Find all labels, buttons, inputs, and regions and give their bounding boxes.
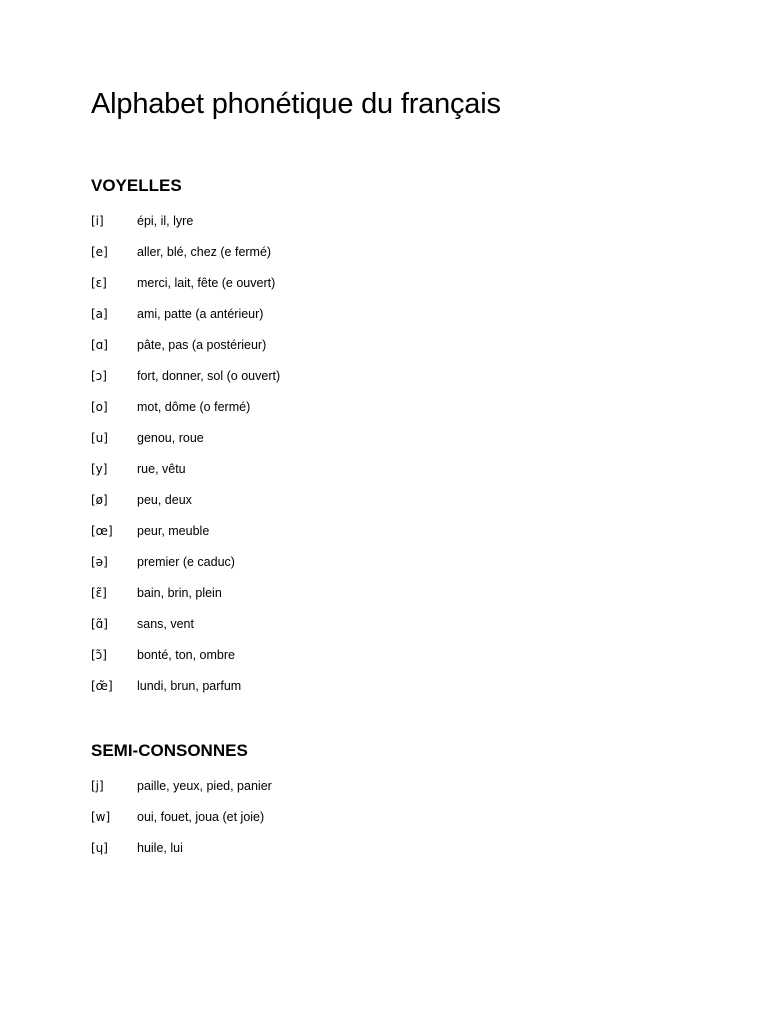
list-item	[91, 616, 691, 647]
list-item	[91, 778, 691, 809]
list-item	[91, 523, 691, 554]
phonetic-symbol: [ɛ]	[91, 276, 107, 290]
example-words: bain, brin, plein	[137, 586, 222, 600]
vowels-list	[91, 213, 691, 709]
phonetic-symbol: [a]	[91, 307, 108, 321]
example-words: bonté, ton, ombre	[137, 648, 235, 662]
example-words: peu, deux	[137, 493, 192, 507]
phonetic-symbol: [y]	[91, 462, 108, 476]
phonetic-symbol: [u]	[91, 431, 108, 445]
example-words: sans, vent	[137, 617, 194, 631]
phonetic-symbol: [ɥ]	[91, 841, 108, 855]
list-item	[91, 337, 691, 368]
list-item	[91, 461, 691, 492]
list-item	[91, 399, 691, 430]
example-words: pâte, pas (a postérieur)	[137, 338, 267, 352]
list-item	[91, 368, 691, 399]
example-words: paille, yeux, pied, panier	[137, 779, 272, 793]
list-item	[91, 678, 691, 709]
list-item	[91, 809, 691, 840]
list-item	[91, 306, 691, 337]
phonetic-symbol: [o]	[91, 400, 108, 414]
phonetic-symbol: [ɔ̃]	[91, 648, 107, 662]
list-item	[91, 554, 691, 585]
phonetic-symbol: [j]	[91, 779, 104, 793]
example-words: genou, roue	[137, 431, 204, 445]
example-words: huile, lui	[137, 841, 183, 855]
phonetic-symbol: [ø]	[91, 493, 108, 507]
example-words: aller, blé, chez (e fermé)	[137, 245, 272, 259]
list-item	[91, 244, 691, 275]
phonetic-symbol: [ɑ]	[91, 338, 108, 352]
phonetic-symbol: [œ̃]	[91, 679, 113, 693]
list-item	[91, 647, 691, 678]
list-item	[91, 275, 691, 306]
semi-consonants-list	[91, 778, 691, 871]
example-words: rue, vêtu	[137, 462, 186, 476]
example-words: oui, fouet, joua (et joie)	[137, 810, 265, 824]
example-words: merci, lait, fête (e ouvert)	[137, 276, 276, 290]
phonetic-symbol: [ɑ̃]	[91, 617, 108, 631]
example-words: fort, donner, sol (o ouvert)	[137, 369, 281, 383]
example-words: lundi, brun, parfum	[137, 679, 242, 693]
phonetic-symbol: [ɔ]	[91, 369, 107, 383]
phonetic-symbol: [i]	[91, 214, 104, 228]
example-words: mot, dôme (o fermé)	[137, 400, 251, 414]
phonetic-symbol: [œ]	[91, 524, 113, 538]
section-heading-vowels: VOYELLES	[91, 176, 182, 195]
list-item	[91, 585, 691, 616]
list-item	[91, 492, 691, 523]
example-words: premier (e caduc)	[137, 555, 235, 569]
example-words: épi, il, lyre	[137, 214, 194, 228]
example-words: ami, patte (a antérieur)	[137, 307, 264, 321]
example-words: peur, meuble	[137, 524, 210, 538]
phonetic-symbol: [ɛ̃]	[91, 586, 107, 600]
list-item	[91, 213, 691, 244]
phonetic-symbol: [ə]	[91, 555, 108, 569]
section-heading-semi-consonants: SEMI-CONSONNES	[91, 741, 248, 760]
list-item	[91, 840, 691, 871]
page-title: Alphabet phonétique du français	[91, 88, 501, 120]
phonetic-symbol: [e]	[91, 245, 108, 259]
phonetic-symbol: [w]	[91, 810, 111, 824]
list-item	[91, 430, 691, 461]
